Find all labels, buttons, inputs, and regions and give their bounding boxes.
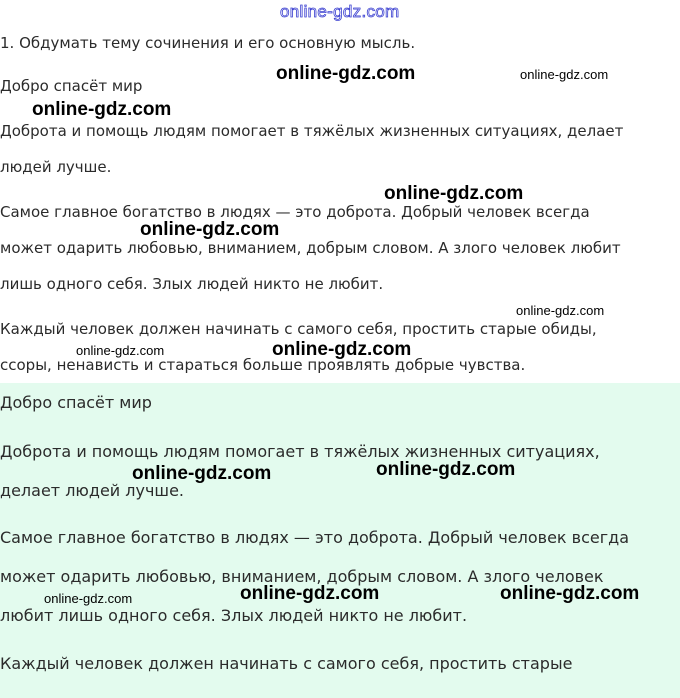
watermark-small: online-gdz.com xyxy=(516,303,605,318)
watermark: online-gdz.com xyxy=(384,183,524,204)
watermark-small: online-gdz.com xyxy=(520,67,609,82)
watermark-small: online-gdz.com xyxy=(44,591,133,606)
watermark: online-gdz.com xyxy=(500,583,640,604)
essay-title: Добро спасёт мир xyxy=(0,77,143,95)
watermark: online-gdz.com xyxy=(276,63,416,84)
watermark: online-gdz.com xyxy=(132,463,272,484)
watermark: online-gdz.com xyxy=(140,219,280,240)
paragraph-1-line-2: людей лучше. xyxy=(0,158,112,176)
watermark: online-gdz.com xyxy=(240,583,380,604)
paragraph-3-line-2: ссоры, ненависть и стараться больше проявлять добрые чувства. xyxy=(0,356,526,374)
highlighted-title: Добро спасёт мир xyxy=(0,393,152,412)
paragraph-2-line-3: лишь одного себя. Злых людей никто не любит. xyxy=(0,275,384,293)
paragraph-1-line-1: Доброта и помощь людям помогает в тяжёлых жизненных ситуациях, делает xyxy=(0,122,624,140)
highlighted-paragraph-2-line-2: может одарить любовью, вниманием, добрым словом. А злого человек xyxy=(0,567,604,586)
highlighted-block xyxy=(0,383,680,698)
watermark: online-gdz.com xyxy=(272,339,412,360)
paragraph-3-line-1: Каждый человек должен начинать с самого себя, простить старые обиды, xyxy=(0,320,597,338)
highlighted-paragraph-3-line-1: Каждый человек должен начинать с самого себя, простить старые xyxy=(0,654,573,673)
header-site-mark: online-gdz.com xyxy=(280,2,400,21)
task-line: 1. Обдумать тему сочинения и его основную мысль. xyxy=(0,34,416,52)
highlighted-paragraph-2-line-3: любит лишь одного себя. Злых людей никто не любит. xyxy=(0,606,468,625)
paragraph-2-line-2: может одарить любовью, вниманием, добрым словом. А злого человек любит xyxy=(0,239,621,257)
paragraph-2-line-1: Самое главное богатство в людях — это доброта. Добрый человек всегда xyxy=(0,203,590,221)
highlighted-paragraph-1-line-2: делает людей лучше. xyxy=(0,481,184,500)
highlighted-paragraph-2-line-1: Самое главное богатство в людях — это доброта. Добрый человек всегда xyxy=(0,528,630,547)
watermark-small: online-gdz.com xyxy=(76,343,165,358)
highlighted-paragraph-1-line-1: Доброта и помощь людям помогает в тяжёлых жизненных ситуациях, xyxy=(0,442,600,461)
watermark: online-gdz.com xyxy=(376,459,516,480)
watermark: online-gdz.com xyxy=(32,99,172,120)
